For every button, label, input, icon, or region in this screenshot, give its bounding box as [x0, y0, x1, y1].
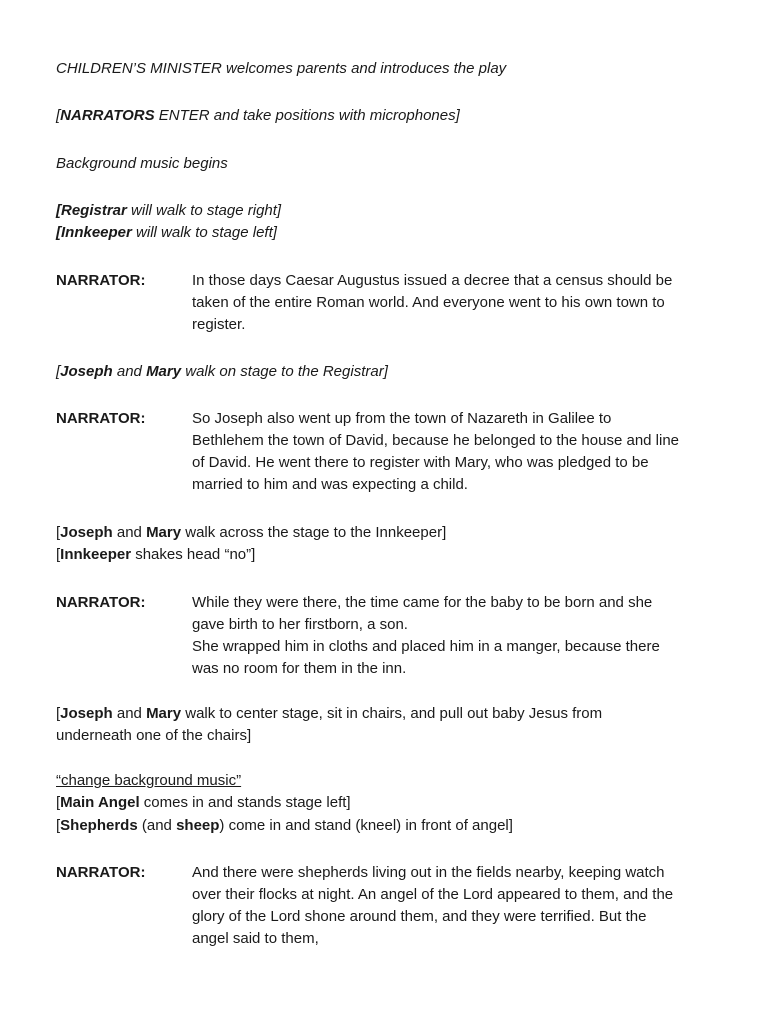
- narrator-speech: [192, 592, 726, 680]
- bracket: [: [56, 524, 61, 541]
- speaker-label: NARRATOR:: [56, 410, 146, 427]
- joseph-name: Joseph: [60, 705, 113, 722]
- center-stage-direction: [56, 703, 726, 747]
- speaker-label: NARRATOR:: [56, 594, 146, 611]
- direction-text: and: [112, 363, 147, 380]
- innkeeper-direction: [56, 222, 726, 244]
- joseph-name: Joseph: [60, 524, 113, 541]
- speech-line: of David. He went there to register with Mary, who was pledged to be: [192, 454, 649, 471]
- narrator-speech: [192, 270, 726, 336]
- narrator-block-3: [56, 592, 726, 680]
- mary-name: Mary: [146, 363, 182, 380]
- speech-line: gave birth to her firstborn, a son.: [192, 616, 408, 633]
- direction-text: will walk to stage left]: [131, 224, 277, 241]
- direction-text: shakes head “no”]: [131, 546, 256, 563]
- joseph-mary-direction: [56, 361, 726, 383]
- speech-line: Bethlehem the town of David, because he belonged to the house and line: [192, 432, 680, 449]
- speech-line: was no room for them in the inn.: [192, 660, 407, 677]
- bracket: [: [56, 363, 61, 380]
- registrar-direction: [56, 200, 726, 222]
- innkeeper-name: [Innkeeper: [56, 224, 132, 241]
- bracket: [: [56, 546, 61, 563]
- direction-text: walk on stage to the Registrar]: [181, 363, 388, 380]
- direction-text: and: [112, 705, 147, 722]
- speech-line: So Joseph also went up from the town of Nazareth in Galilee to: [192, 410, 612, 427]
- speaker-label: NARRATOR:: [56, 272, 146, 289]
- speech-line: over their flocks at night. An angel of the Lord appeared to them, and the: [192, 886, 674, 903]
- direction-text: comes in and stands stage left]: [139, 794, 351, 811]
- intro-direction: CHILDREN’S MINISTER welcomes parents and introduces the play: [56, 60, 507, 77]
- joseph-name: Joseph: [60, 363, 113, 380]
- narrator-speech: [192, 862, 726, 950]
- speech-line: married to him and was expecting a child.: [192, 476, 468, 493]
- innkeeper-no-direction: [56, 544, 726, 566]
- direction-line: underneath one of the chairs]: [56, 727, 252, 744]
- direction-text: (and: [137, 817, 177, 834]
- direction-text: ) come in and stand (kneel) in front of angel]: [219, 817, 513, 834]
- walk-innkeeper-direction: [56, 522, 726, 544]
- speaker-label: NARRATOR:: [56, 864, 146, 881]
- music-direction: Background music begins: [56, 155, 228, 172]
- main-angel-name: Main Angel: [60, 794, 140, 811]
- direction-text: walk to center stage, sit in chairs, and pull out baby Jesus from: [181, 705, 603, 722]
- registrar-name: [Registrar: [56, 202, 127, 219]
- change-music-direction: [56, 770, 726, 792]
- speech-line: And there were shepherds living out in the fields nearby, keeping watch: [192, 864, 665, 881]
- bracket: [: [56, 107, 61, 124]
- innkeeper-name: Innkeeper: [60, 546, 132, 563]
- shepherds-name: Shepherds: [60, 817, 138, 834]
- sheep-name: sheep: [176, 817, 220, 834]
- mary-name: Mary: [146, 705, 182, 722]
- speech-line: register.: [192, 316, 246, 333]
- speech-line: taken of the entire Roman world. And everyone went to his own town to: [192, 294, 665, 311]
- change-music-text: “change background music”: [56, 772, 242, 789]
- direction-text: walk across the stage to the Innkeeper]: [181, 524, 447, 541]
- direction-text: will walk to stage right]: [126, 202, 282, 219]
- speech-line: glory of the Lord shone around them, and they were terrified. But the: [192, 908, 647, 925]
- bracket: [: [56, 705, 61, 722]
- narrator-block-1: [56, 270, 726, 336]
- mary-name: Mary: [146, 524, 182, 541]
- direction-text: and: [112, 524, 147, 541]
- speech-line: She wrapped him in cloths and placed him in a manger, because there: [192, 638, 660, 655]
- direction-line: [56, 703, 726, 725]
- narrator-block-4: [56, 862, 726, 950]
- bracket: [: [56, 794, 61, 811]
- speech-line: angel said to them,: [192, 930, 319, 947]
- bracket: [: [56, 817, 61, 834]
- narrator-block-2: [56, 408, 726, 496]
- speech-line: In those days Caesar Augustus issued a decree that a census should be: [192, 272, 673, 289]
- direction-text: ENTER and take positions with microphones]: [154, 107, 460, 124]
- speech-line: While they were there, the time came for the baby to be born and she: [192, 594, 653, 611]
- main-angel-direction: [56, 792, 726, 814]
- narrators-enter-direction: [56, 105, 726, 127]
- narrators-name: NARRATORS: [60, 107, 155, 124]
- shepherds-direction: [56, 815, 726, 837]
- narrator-speech: [192, 408, 726, 496]
